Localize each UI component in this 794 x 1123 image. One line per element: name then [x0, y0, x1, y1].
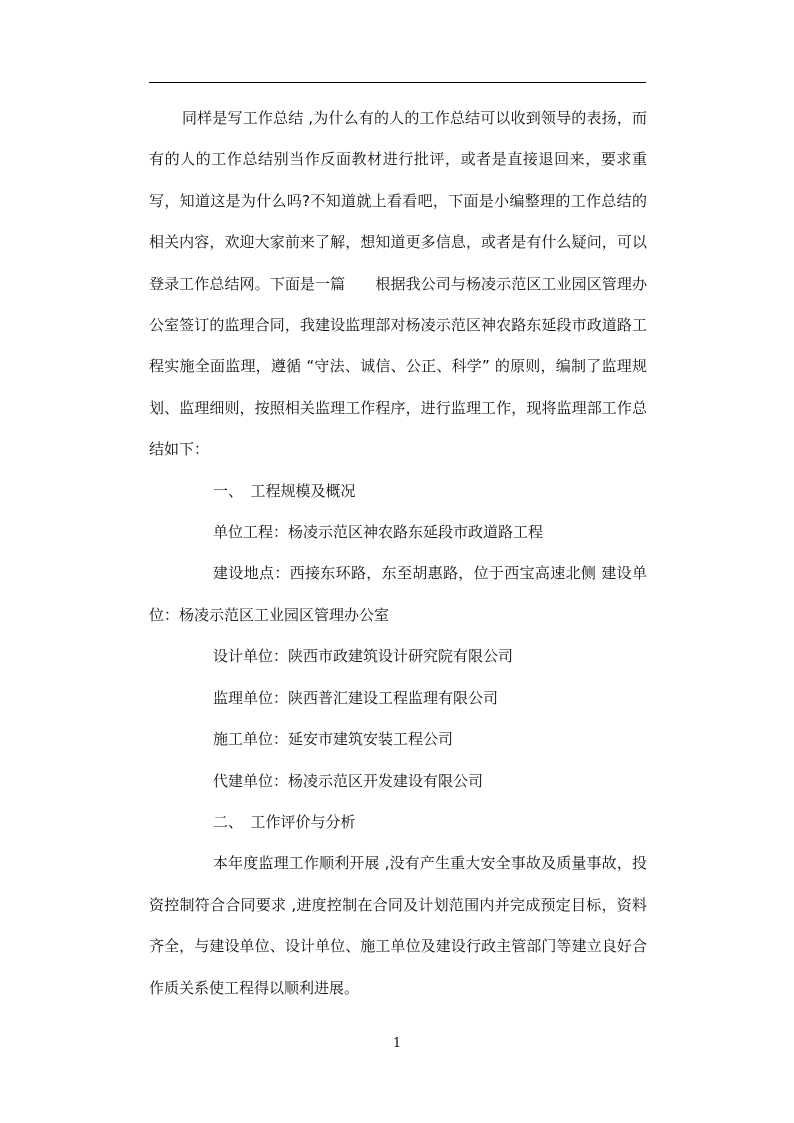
section-heading-1: 一、 工程规模及概况: [213, 481, 356, 500]
design-unit-line: 设计单位：陕西市政建筑设计研究院有限公司: [213, 647, 514, 666]
agent-unit-line: 代建单位：杨凌示范区开发建设有限公司: [213, 771, 484, 790]
section-heading-2: 二、 工作评价与分析: [213, 812, 356, 831]
construction-unit-line: 施工单位：延安市建筑安装工程公司: [213, 730, 454, 749]
header-rule: [149, 82, 646, 83]
intro-paragraph: 同样是写工作总结 ,为什么有的人的工作总结可以收到领导的表扬，而有的人的工作总结别当作反面教材进行批评，或者是直接退回来，要求重写，知道这是为什么吗?不知道就上看看吧，下面是小编整理的工作总结的相关内容，欢迎大家前来了解，想知道更多信息，或者是有什么疑问，可以登录工作总结网。下面是一篇 根据我公司与杨凌示范区工业园区管理办公室签订的监理合同，我建设监理部对杨凌示范区神农路东延段市政道路工程实施全面监理，遵循 “守法、诚信、公正、科学” 的原则，编制了监理规划、监理细则，按照相关监理工作程序，进行监理工作，现将监理部工作总结如下：: [149, 109, 647, 459]
supervision-unit-line: 监理单位：陕西普汇建设工程监理有限公司: [213, 688, 499, 707]
page-number: 1: [392, 1036, 402, 1051]
evaluation-paragraph: 本年度监理工作顺利开展 ,没有产生重大安全事故及质量事故，投资控制符合合同要求 ,进度控制在合同及计划范围内并完成预定目标，资料齐全，与建设单位、设计单位、施工单位及建设行政主管部门等建立良好合作质关系使工程得以顺利进展。: [149, 854, 647, 997]
unit-project-line: 单位工程：杨凌示范区神农路东延段市政道路工程: [213, 523, 544, 542]
document-body: [149, 98, 647, 1009]
location-line: 建设地点：西接东环路，东至胡惠路，位于西宝高速北侧 建设单位：杨凌示范区工业园区管理办公室: [149, 564, 647, 624]
